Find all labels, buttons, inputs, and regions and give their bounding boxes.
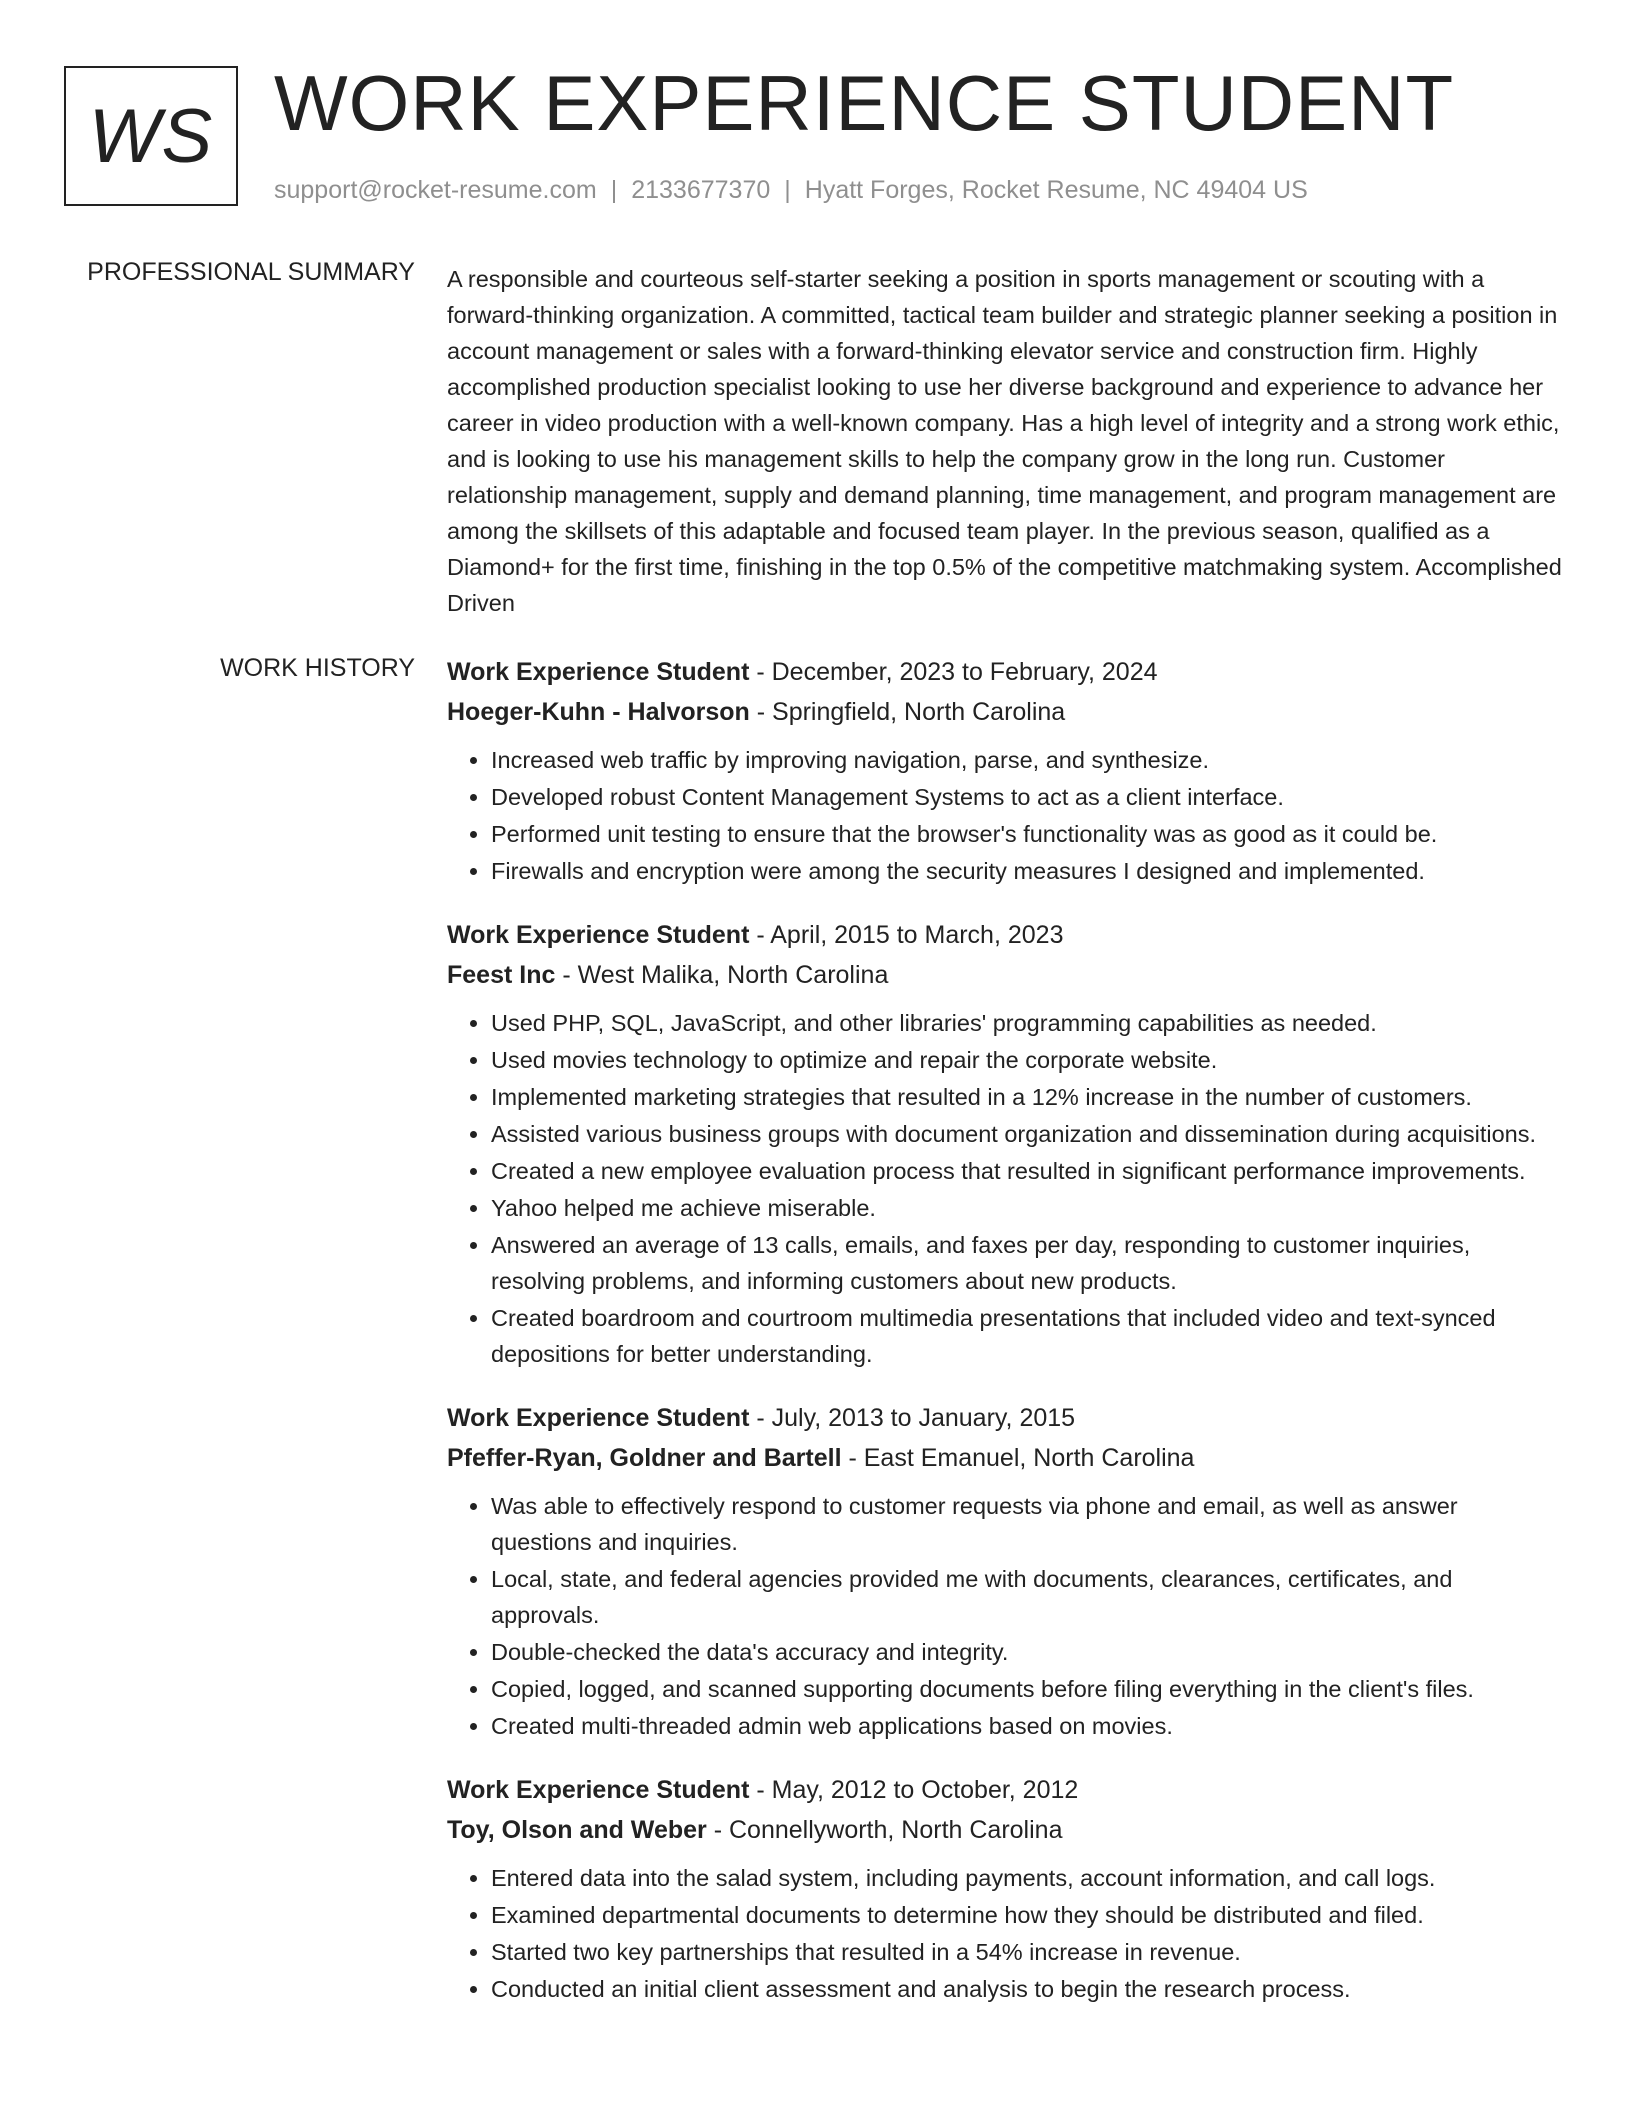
monogram-initials: WS [88, 93, 214, 179]
job-duty-item: • Local, state, and federal agencies provided me with documents, clearances, certificates, and approvals. [491, 1561, 1563, 1633]
job-duties-list [447, 742, 1563, 889]
job-duty-item: • Created a new employee evaluation process that resulted in significant performance improvements. [491, 1153, 1563, 1189]
job-title-line [447, 1398, 1563, 1438]
job-duty-item: • Started two key partnerships that resulted in a 54% increase in revenue. [491, 1934, 1563, 1970]
contact-line [274, 176, 1308, 205]
job-title-line [447, 652, 1563, 692]
job-dates: - July, 2013 to January, 2015 [749, 1404, 1076, 1432]
job-title: Work Experience Student [447, 658, 750, 686]
job-duty-item: • Used movies technology to optimize and repair the corporate website. [491, 1042, 1563, 1078]
job-title: Work Experience Student [447, 1776, 750, 1804]
job-duty-item: • Developed robust Content Management Systems to act as a client interface. [491, 779, 1563, 815]
job-title: Work Experience Student [447, 1404, 750, 1432]
candidate-name: WORK EXPERIENCE STUDENT [274, 59, 1455, 147]
job-duty-item: • Increased web traffic by improving navigation, parse, and synthesize. [491, 742, 1563, 778]
summary-text: A responsible and courteous self-starter seeking a position in sports management or scouting with a forward-thinking organization. A committed, tactical team builder and strategic planner seeking a position in account management or sales with a forward-thinking elevator service and construction firm. Highly accomplished production specialist looking to use her diverse background and experience to advance her career in video production with a well-known company. Has a high level of integrity and a strong work ethic, and is looking to use his management skills to help the company grow in the long run. Customer relationship management, supply and demand planning, time management, and program management are among the skillsets of this adaptable and focused team player. In the previous season, qualified as a Diamond+ for the first time, finishing in the top 0.5% of the competitive matchmaking system. Accomplished Driven [447, 266, 1562, 616]
job-dates: - April, 2015 to March, 2023 [749, 921, 1064, 949]
work-history-list [447, 652, 1563, 2033]
job-company: Toy, Olson and Weber [447, 1816, 707, 1844]
job-duty-item: • Was able to effectively respond to customer requests via phone and email, as well as answer questions and inquiries. [491, 1488, 1563, 1560]
job-duties-list [447, 1860, 1563, 2007]
contact-email: support@rocket-resume.com [274, 176, 597, 204]
job-dates: - May, 2012 to October, 2012 [749, 1776, 1079, 1804]
job-duty-item: • Yahoo helped me achieve miserable. [491, 1190, 1563, 1226]
job-title: Work Experience Student [447, 921, 750, 949]
job-duty-item: • Performed unit testing to ensure that the browser's functionality was as good as it could be. [491, 816, 1563, 852]
job-duties-list [447, 1488, 1563, 1744]
job-location: - Connellyworth, North Carolina [706, 1816, 1063, 1844]
job-duty-item: • Conducted an initial client assessment and analysis to begin the research process. [491, 1971, 1563, 2007]
summary-section-label: PROFESSIONAL SUMMARY [87, 258, 415, 286]
job-duty-item: • Firewalls and encryption were among the security measures I designed and implemented. [491, 853, 1563, 889]
job-location: - Springfield, North Carolina [749, 698, 1066, 726]
job-duty-item: • Implemented marketing strategies that resulted in a 12% increase in the number of customers. [491, 1079, 1563, 1115]
job-entry [447, 1398, 1563, 1744]
job-entry [447, 1770, 1563, 2007]
job-duty-item: • Created boardroom and courtroom multimedia presentations that included video and text-synced depositions for better understanding. [491, 1300, 1563, 1372]
job-location: - East Emanuel, North Carolina [841, 1444, 1195, 1472]
job-duty-item: • Entered data into the salad system, including payments, account information, and call logs. [491, 1860, 1563, 1896]
job-company: Pfeffer-Ryan, Goldner and Bartell [447, 1444, 842, 1472]
job-duty-item: • Copied, logged, and scanned supporting documents before filing everything in the client's files. [491, 1671, 1563, 1707]
job-dates: - December, 2023 to February, 2024 [749, 658, 1158, 686]
monogram-box [64, 66, 238, 206]
job-duty-item: • Answered an average of 13 calls, emails, and faxes per day, responding to customer inquiries, resolving problems, and informing customers about new products. [491, 1227, 1563, 1299]
work-history-section-label: WORK HISTORY [220, 654, 415, 682]
job-location: - West Malika, North Carolina [555, 961, 889, 989]
job-company-line [447, 1810, 1563, 1850]
job-title-line [447, 915, 1563, 955]
job-company-line [447, 692, 1563, 732]
job-entry [447, 915, 1563, 1372]
job-company: Hoeger-Kuhn - Halvorson [447, 698, 750, 726]
job-entry [447, 652, 1563, 889]
job-duty-item: • Double-checked the data's accuracy and integrity. [491, 1634, 1563, 1670]
job-duty-item: • Used PHP, SQL, JavaScript, and other libraries' programming capabilities as needed. [491, 1005, 1563, 1041]
job-company-line [447, 1438, 1563, 1478]
job-title-line [447, 1770, 1563, 1810]
contact-separator: | [610, 176, 618, 204]
job-duties-list [447, 1005, 1563, 1372]
job-duty-item: • Examined departmental documents to determine how they should be distributed and filed. [491, 1897, 1563, 1933]
contact-separator: | [784, 176, 791, 204]
job-duty-item: • Assisted various business groups with document organization and dissemination during acquisitions. [491, 1116, 1563, 1152]
contact-address: Hyatt Forges, Rocket Resume, NC 49404 US [804, 176, 1308, 204]
job-duty-item: • Created multi-threaded admin web applications based on movies. [491, 1708, 1563, 1744]
job-company-line [447, 955, 1563, 995]
contact-phone: 2133677370 [631, 176, 771, 204]
job-company: Feest Inc [447, 961, 556, 989]
